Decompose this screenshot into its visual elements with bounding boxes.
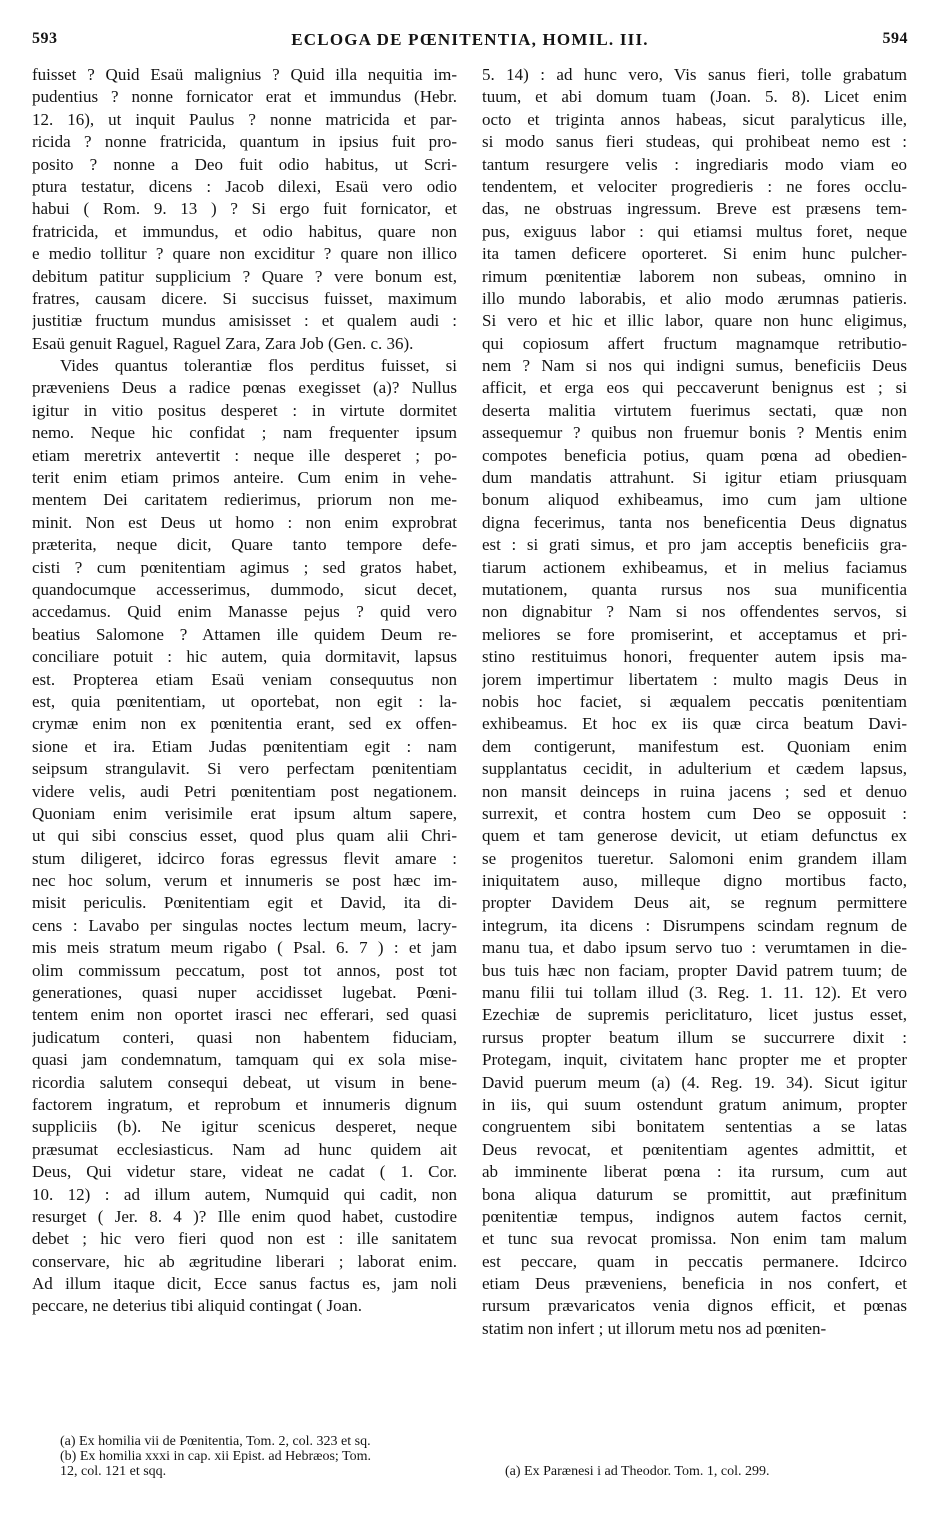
text-line: digna fecerimus, tanta nos beneficentia Deus dignatus	[482, 512, 907, 532]
text-line: illo mundo laborabis, et alio modo ærumnas patieris.	[482, 288, 907, 308]
text-line: tentem enim non oportet irasci nec efferari, sed quasi	[32, 1005, 457, 1025]
text-line: cisti ? cum pœnitentiam agimus ; sed gratos habet,	[32, 557, 457, 577]
page-number-left: 593	[32, 30, 58, 47]
text-line: assequemur ? quibus non fruemur bonis ? Mentis enim	[482, 423, 907, 443]
text-line: est : si grati simus, et pro jam acceptis beneficiis gra-	[482, 535, 907, 555]
text-line: meliores se fore promiserint, et acceptamus et pri-	[482, 624, 907, 644]
text-line: crymæ enim non ex pœnitentia erant, sed ex offen-	[32, 714, 457, 734]
footnote: (a) Ex homilia vii de Pœnitentia, Tom. 2, col. 323 et sq.	[60, 1434, 371, 1449]
text-line: minit. Non est Deus ut homo : non enim exprobrat	[32, 512, 457, 532]
text-line: tiarum actionem exhibeamus, et in melius faciamus	[482, 557, 907, 577]
text-line: se progenitos tueretur. Salomoni enim grandem illam	[482, 848, 907, 868]
text-line: Si vero et hic et illic labor, quare non hunc eligimus,	[482, 311, 907, 331]
text-line: rursus propter beatum illum se succurrere dixit :	[482, 1027, 907, 1047]
running-title: ECLOGA DE PŒNITENTIA, HOMIL. III.	[291, 30, 649, 49]
text-line: habui ( Rom. 9. 13 ) ? Si ergo fuit fornicator, et	[32, 199, 457, 219]
text-line: nem ? Nam si nos qui indigni sumus, beneficiis Deus	[482, 356, 907, 376]
text-line: suppliciis (b). Ne igitur scenicus desperet, neque	[32, 1117, 457, 1137]
text-line: Quoniam enim verisimile erat ipsum altum sapere,	[32, 803, 457, 823]
footnote: 12, col. 121 et sqq.	[60, 1464, 167, 1479]
left-text-column	[32, 64, 457, 1318]
text-line: ricordia salutem consequi debeat, ut visum in bene-	[32, 1072, 457, 1092]
text-line: beatius Salomone ? Attamen ille quidem Deum re-	[32, 624, 457, 644]
text-line: posito ? nonne a Deo fuit odio habitus, ut Scri-	[32, 154, 457, 174]
text-line: bus tuis hæc non faciam, propter David patrem tuum; de	[482, 960, 907, 980]
text-line: Deus revocat, et pœnitentiam agentes admittit, et	[482, 1139, 907, 1159]
text-line: 12. 16), ut inquit Paulus ? nonne matricida et par-	[32, 109, 457, 129]
text-line: Ezechiæ de supremis periclitaturo, licet justus esset,	[482, 1005, 907, 1025]
text-line: etiam meretrix antevertit : neque ille desperet ; po-	[32, 445, 457, 465]
text-line: ut qui sibi conscius esset, quod plus quam alii Chri-	[32, 826, 457, 846]
text-line: 5. 14) : ad hunc vero, Vis sanus fieri, tolle grabatum	[482, 65, 907, 84]
text-line: conservare, hic ab ægritudine liberari ; laborat enim.	[32, 1251, 457, 1271]
text-line: sione et ira. Etiam Judas pœnitentiam egit : nam	[32, 736, 457, 756]
text-line: accedamus. Quid enim Manasse pejus ? quid vero	[32, 602, 457, 622]
footnote: (a) Ex Parænesi i ad Theodor. Tom. 1, col. 299.	[505, 1464, 770, 1479]
text-line: si modo sanus fieri studeas, qui prohibeat nemo est :	[482, 132, 907, 152]
text-line: fratres, causam dicere. Si succisus fuisset, maximum	[32, 288, 457, 308]
text-line: Protegam, inquit, civitatem hanc propter me et propter	[482, 1050, 907, 1070]
text-line: dum mandatis attrahunt. Si igitur etiam priusquam	[482, 468, 907, 488]
text-line: manu tua, et dabo ipsum servo tuo : verumtamen in die-	[482, 938, 907, 958]
text-line: tendentem, et velociter progredieris : ne fores occlu-	[482, 176, 907, 196]
text-line: statim non infert ; ut illorum metu nos ad pœniten-	[482, 1318, 827, 1338]
text-line: igitur in vitio positus desperet : in virtute dormitet	[32, 400, 457, 420]
text-line: quem et tam generose devicit, ut etiam defunctus ex	[482, 826, 907, 846]
text-line: et tunc sua revocat promissa. Non enim tam malum	[482, 1229, 907, 1249]
text-line: peccare, ne deterius tibi aliquid contingat ( Joan.	[32, 1296, 362, 1316]
text-line: seipsum strangulavit. Si vero perfectam pœnitentiam	[32, 759, 457, 779]
text-line: 10. 12) : ad illum autem, Numquid qui cadit, non	[32, 1184, 457, 1204]
text-line: qui copiosum affert fructum magnamque retributio-	[482, 333, 907, 353]
text-line: iniquitatem auso, milleque digno mortibus facto,	[482, 871, 907, 891]
text-line: Deus, Qui videtur stare, videat ne cadat ( 1. Cor.	[32, 1162, 457, 1182]
text-line: propter Davidem Deus ait, se regnum permittere	[482, 893, 907, 913]
text-line: præsumat ecclesiasticus. Nam ad hunc quidem ait	[32, 1139, 457, 1159]
text-line: tantum resurgere velis : ingrediaris modo viam eo	[482, 154, 907, 174]
text-line: bonum aliquod exhibeamus, imo cum jam ultione	[482, 490, 907, 510]
text-line: pus, exiguus labor : qui etiamsi multus foret, neque	[482, 221, 907, 241]
text-line: dem contigerunt, manifestum est. Quoniam enim	[482, 736, 907, 756]
right-footnotes	[505, 1464, 905, 1479]
page-header	[32, 30, 908, 60]
text-line: Esaü genuit Raguel, Raguel Zara, Zara Job (Gen. c. 36).	[32, 333, 414, 353]
text-line: congruentem sibi bonitatem sententias a se latas	[482, 1117, 907, 1137]
text-line: das, ne obstruas ingressum. Breve est præsens tem-	[482, 199, 907, 219]
text-line: mentem Dei caritatem redierimus, priorum non me-	[32, 490, 457, 510]
text-line: generationes, quasi nuper accidisset lugebat. Pœni-	[32, 983, 457, 1003]
text-line: nec hoc solum, verum et innumeris se post hæc im-	[32, 871, 457, 891]
text-line: stum diligeret, idcirco foras egressus flevit amare :	[32, 848, 457, 868]
text-line: octo et triginta annos habeas, sicut paralyticus ille,	[482, 109, 907, 129]
text-line: debitum patitur supplicium ? Quare ? vere bonum est,	[32, 266, 457, 286]
text-line: jorem impertimur libertatem : multo magis Deus in	[482, 669, 907, 689]
text-line: surrexit, et contra hostem cum Deo se opposuit :	[482, 803, 907, 823]
text-line: non dignabitur ? Nam si nos offendentes servos, si	[482, 602, 907, 622]
footnote: (b) Ex homilia xxxi in cap. xii Epist. ad Hebræos; Tom.	[60, 1449, 372, 1464]
text-line: David puerum meum (a) (4. Reg. 19. 34). Sicut igitur	[482, 1072, 907, 1092]
text-line: stino restituimus honori, frequenter autem ipsis ma-	[482, 647, 907, 667]
text-line: fuisset ? Quid Esaü malignius ? Quid illa nequitia im-	[32, 65, 457, 84]
text-line: olim commissum peccatum, post tot annos, post tot	[32, 960, 457, 980]
text-line: est peccare, quam in peccatis permanere. Idcirco	[482, 1251, 907, 1271]
text-line: rursum prævaricatos venia dignos efficit, et pœnas	[482, 1296, 907, 1316]
text-line: fratricida, et immundus, et odio habitus, quare non	[32, 221, 457, 241]
text-line: justitiæ fructum mundus amisisset : et qualem audi :	[32, 311, 457, 331]
text-line: resurget ( Jer. 8. 4 )? Ille enim quod habet, custodire	[32, 1206, 457, 1226]
text-line: factorem ingratum, et reprobum et innumeris dignum	[32, 1094, 457, 1114]
text-line: quandocumque accesserimus, dummodo, sicut decet,	[32, 579, 457, 599]
text-line: terit enim etiam primos anteire. Cum enim in vehe-	[32, 468, 457, 488]
text-line: pœnitentiæ tempus, indignos autem factos cernit,	[482, 1206, 907, 1226]
text-line: mutationem, quanta rursus nos sua munificentia	[482, 579, 907, 599]
text-line: deserta malitia virtutem fuerimus sectati, quæ non	[482, 400, 907, 420]
text-line: manu filii tui tollam illud (3. Reg. 1. 11. 12). Et vero	[482, 983, 907, 1003]
text-line: videre velis, audi Petri pœnitentiam post negationem.	[32, 781, 457, 801]
text-line: rimum pœnitentiæ laborem non subeas, omnino in	[482, 266, 907, 286]
text-line: præterita, neque dicit, Quare tanto tempore defe-	[32, 535, 457, 555]
text-line: debet ; hic vero fieri quod non est : ille sanitatem	[32, 1229, 457, 1249]
text-line: ricida ? nonne fratricida, quantum in ipsius fuit pro-	[32, 132, 457, 152]
text-line: misit periculis. Pœnitentiam egit et David, ita di-	[32, 893, 457, 913]
text-line: tuum, et abi domum tuam (Joan. 5. 8). Licet enim	[482, 87, 907, 107]
text-line: ab imminente liberat pœna : ita rursum, cum aut	[482, 1162, 907, 1182]
text-line: ita tamen deficere oporteret. Si enim hunc pulcher-	[482, 244, 907, 264]
text-line: supplantatus cecidit, in adulterium et cædem lapsus,	[482, 759, 907, 779]
text-line: bona aliqua daturum se promittit, aut præfinitum	[482, 1184, 907, 1204]
text-line: quasi jam condemnatum, tamquam qui ex sola mise-	[32, 1050, 457, 1070]
text-line: judicatum conteri, quasi non habentem fiduciam,	[32, 1027, 457, 1047]
text-line: in iis, qui suum ostendunt gratum animum, propter	[482, 1094, 907, 1114]
text-line: Vides quantus tolerantiæ flos perditus fuisset, si	[60, 356, 457, 376]
text-line: conciliare potuit : hic autem, quia dormitavit, lapsus	[32, 647, 457, 667]
text-line: est. Propterea etiam Esaü veniam consequutus non	[32, 669, 457, 689]
text-line: nobis hoc faciet, si æqualem peccatis pœnitentiam	[482, 691, 907, 711]
text-line: integrum, ita dicens : Disrumpens scindam regnum de	[482, 915, 907, 935]
right-text-column	[482, 64, 907, 1340]
text-line: non mansit deinceps in ruina jacens ; sed et denuo	[482, 781, 907, 801]
page-number-right: 594	[882, 30, 908, 47]
text-line: etiam Deus præveniens, beneficia in nos confert, et	[482, 1274, 907, 1294]
text-line: exhibeamus. Et hoc ex iis quæ circa beatum Davi-	[482, 714, 907, 734]
text-line: ptura testatur, dicens : Jacob dilexi, Esaü vero odio	[32, 176, 457, 196]
text-line: compotes beneficia potius, quam pœna ad obedien-	[482, 445, 907, 465]
text-line: Ad illum itaque dicit, Ecce sanus factus es, jam noli	[32, 1274, 457, 1294]
left-footnotes	[60, 1434, 460, 1479]
text-line: pudentius ? nonne fornicator erat et immundus (Hebr.	[32, 87, 457, 107]
text-line: præveniens Deus a radice pœnas exegisset (a)? Nullus	[32, 378, 457, 398]
text-line: nemo. Neque hic confidat ; nam frequenter ipsum	[32, 423, 457, 443]
text-line: mis meis stratum meum rigabo ( Psal. 6. 7 ) : et jam	[32, 938, 457, 958]
text-line: cens : Lavabo per singulas noctes lectum meum, lacry-	[32, 915, 457, 935]
text-line: afficit, et erga eos qui peccaverunt benignus est ; si	[482, 378, 907, 398]
text-line: e medio tollitur ? quare non exciditur ? quare non illico	[32, 244, 457, 264]
text-line: est, quia pœnitentiam, ut oportebat, non egit : la-	[32, 691, 457, 711]
